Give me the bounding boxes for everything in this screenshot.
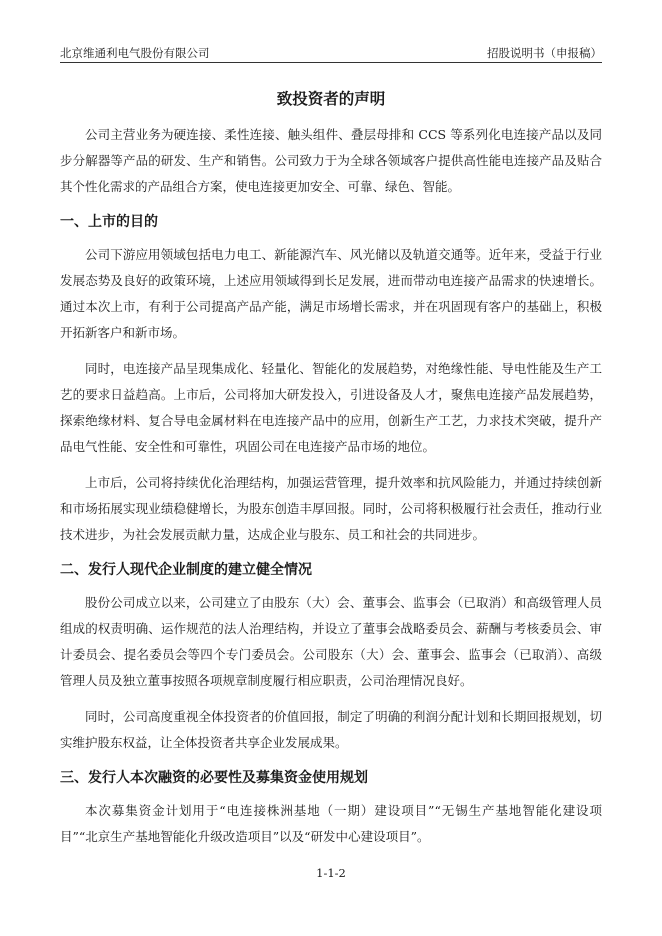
section-heading-listing-purpose: 一、上市的目的 bbox=[60, 214, 158, 230]
section-heading-corporate-governance: 二、发行人现代企业制度的建立健全情况 bbox=[60, 562, 312, 578]
paragraph: 公司下游应用领域包括电力电工、新能源汽车、风光储以及轨道交通等。近年来，受益于行业发展态势及良好的政策环境，上述应用领域得到长足发展，进而带动电连接产品需求的快速增长。通过本次上市，有利于公司提高产品产能，满足市场增长需求，并在巩固现有客户的基础上，积极开拓新客户和新市场。 bbox=[60, 247, 602, 340]
paragraph: 股份公司成立以来，公司建立了由股东（大）会、董事会、监事会（已取消）和高级管理人员组成的权责明确、运作规范的法人治理结构，并设立了董事会战略委员会、薪酬与考核委员会、审计委员会、提名委员会等四个专门委员会。公司股东（大）会、董事会、监事会（已取消）、高级管理人员及独立董事按照各项规章制度履行相应职责，公司治理情况良好。 bbox=[60, 595, 602, 688]
page-title: 致投资者的声明 bbox=[276, 90, 386, 108]
paragraph: 同时，电连接产品呈现集成化、轻量化、智能化的发展趋势，对绝缘性能、导电性能及生产工艺的要求日益趋高。上市后，公司将加大研发投入，引进设备及人才，聚焦电连接产品发展趋势，探索绝缘材料、复合导电金属材料在电连接产品中的应用，创新生产工艺，力求技术突破，提升产品电气性能、安全性和可靠性，巩固公司在电连接产品市场的地位。 bbox=[60, 361, 602, 454]
paragraph: 上市后，公司将持续优化治理结构，加强运营管理，提升效率和抗风险能力，并通过持续创新和市场拓展实现业绩稳健增长，为股东创造丰厚回报。同时，公司将积极履行社会责任，推动行业技术进步，为社会发展贡献力量，达成企业与股东、员工和社会的共同进步。 bbox=[60, 475, 602, 542]
paragraph: 本次募集资金计划用于“电连接株洲基地（一期）建设项目”“无锡生产基地智能化建设项目”“北京生产基地智能化升级改造项目”以及“研发中心建设项目”。 bbox=[60, 803, 602, 844]
header-company-name: 北京维通利电气股份有限公司 bbox=[60, 46, 210, 60]
paragraph: 同时，公司高度重视全体投资者的价值回报，制定了明确的利润分配计划和长期回报规划，切实维护股东权益，让全体投资者共享企业发展成果。 bbox=[60, 709, 602, 750]
intro-paragraph: 公司主营业务为硬连接、柔性连接、触头组件、叠层母排和 CCS 等系列化电连接产品以及同步分解器等产品的研发、生产和销售。公司致力于为全球各领域客户提供高性能电连接产品及贴合其个性化需求的产品组合方案，使电连接更加安全、可靠、绿色、智能。 bbox=[60, 127, 602, 194]
page-number: 1-1-2 bbox=[316, 866, 346, 880]
document-body bbox=[60, 122, 602, 860]
page-header bbox=[60, 44, 602, 63]
section-heading-financing-plan: 三、发行人本次融资的必要性及募集资金使用规划 bbox=[60, 770, 368, 786]
header-document-type: 招股说明书（申报稿） bbox=[487, 46, 602, 60]
